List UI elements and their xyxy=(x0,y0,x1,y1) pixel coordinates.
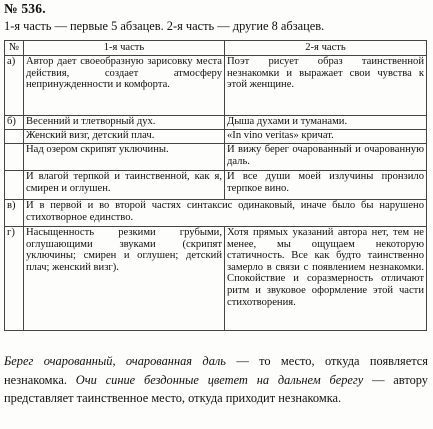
row-part-2: Поэт рисует образ таинственной незнакомки и выражает свои чувства к этой женщине. xyxy=(225,56,427,116)
header-part-1: 1-я часть xyxy=(24,41,225,56)
row-part-1: Весенний и тлетворный дух. xyxy=(24,116,225,130)
row-part-2: И все души моей излучины пронзило терпкое вино. xyxy=(225,171,427,200)
row-part-2: Дыша духами и туманами. xyxy=(225,116,427,130)
conclusion-paragraph xyxy=(4,352,428,408)
table-row xyxy=(5,171,427,200)
row-part-2: И вижу берег очарованный и очарованную даль. xyxy=(225,144,427,171)
header-part-2: 2-я часть xyxy=(225,41,427,56)
table-row xyxy=(5,56,427,116)
row-label: б) xyxy=(5,116,24,130)
intro-text: 1-я часть — первые 5 абзацев. 2-я часть — другие 8 абзацев. xyxy=(4,19,325,33)
header-number: № xyxy=(5,41,24,56)
exercise-number: № 536. xyxy=(4,1,46,16)
row-label: а) xyxy=(5,56,24,116)
table-row xyxy=(5,130,427,144)
row-part-1: Автор дает своеобразную зарисовку места действия, создает атмосферу непринужденности и комфорта. xyxy=(24,56,225,116)
row-label xyxy=(5,171,24,200)
row-part-1: И влагой терпкой и таинственной, как я, смирен и оглушен. xyxy=(24,171,225,200)
row-label: в) xyxy=(5,200,24,227)
row-label xyxy=(5,130,24,144)
table-row xyxy=(5,116,427,130)
italic-quote-1: Берег очарованный, очарованная даль xyxy=(4,354,226,368)
table-header-row xyxy=(5,41,427,56)
row-part-2: «In vino veritas» кричат. xyxy=(225,130,427,144)
row-part-1: Над озером скрипят уключины. xyxy=(24,144,225,171)
analysis-table xyxy=(4,40,427,331)
table-row xyxy=(5,144,427,171)
table-row xyxy=(5,227,427,331)
table-row xyxy=(5,200,427,227)
paragraph-text-2: — автору представляет таинственное место, откуда приходит незнакомка. xyxy=(4,372,429,406)
paragraph-text-1: — то место, откуда появляется незнакомка. xyxy=(4,354,428,387)
row-label xyxy=(5,144,24,171)
row-label: г) xyxy=(5,227,24,331)
row-part-1: Насыщенность резкими грубыми, оглушающими звуками (скрипят уключины; смирен и оглушен; детский плач; женский визг). xyxy=(24,227,225,331)
row-merged: И в первой и во второй частях синтаксис одинаковый, иначе было бы нарушено стихотворное единство. xyxy=(24,200,427,227)
italic-quote-2: Очи синие бездонные цветет на дальнем берегу xyxy=(75,372,364,387)
row-part-2: Хотя прямых указаний автора нет, тем не менее, мы ощущаем некоторую статичность. Все как будто таинственно замерло в связи с появлением незнакомки. Спокойствие и соразмерность отличают ритм и звуковое оформление этой части стихотворения. xyxy=(225,227,427,331)
row-part-1: Женский визг, детский плач. xyxy=(24,130,225,144)
